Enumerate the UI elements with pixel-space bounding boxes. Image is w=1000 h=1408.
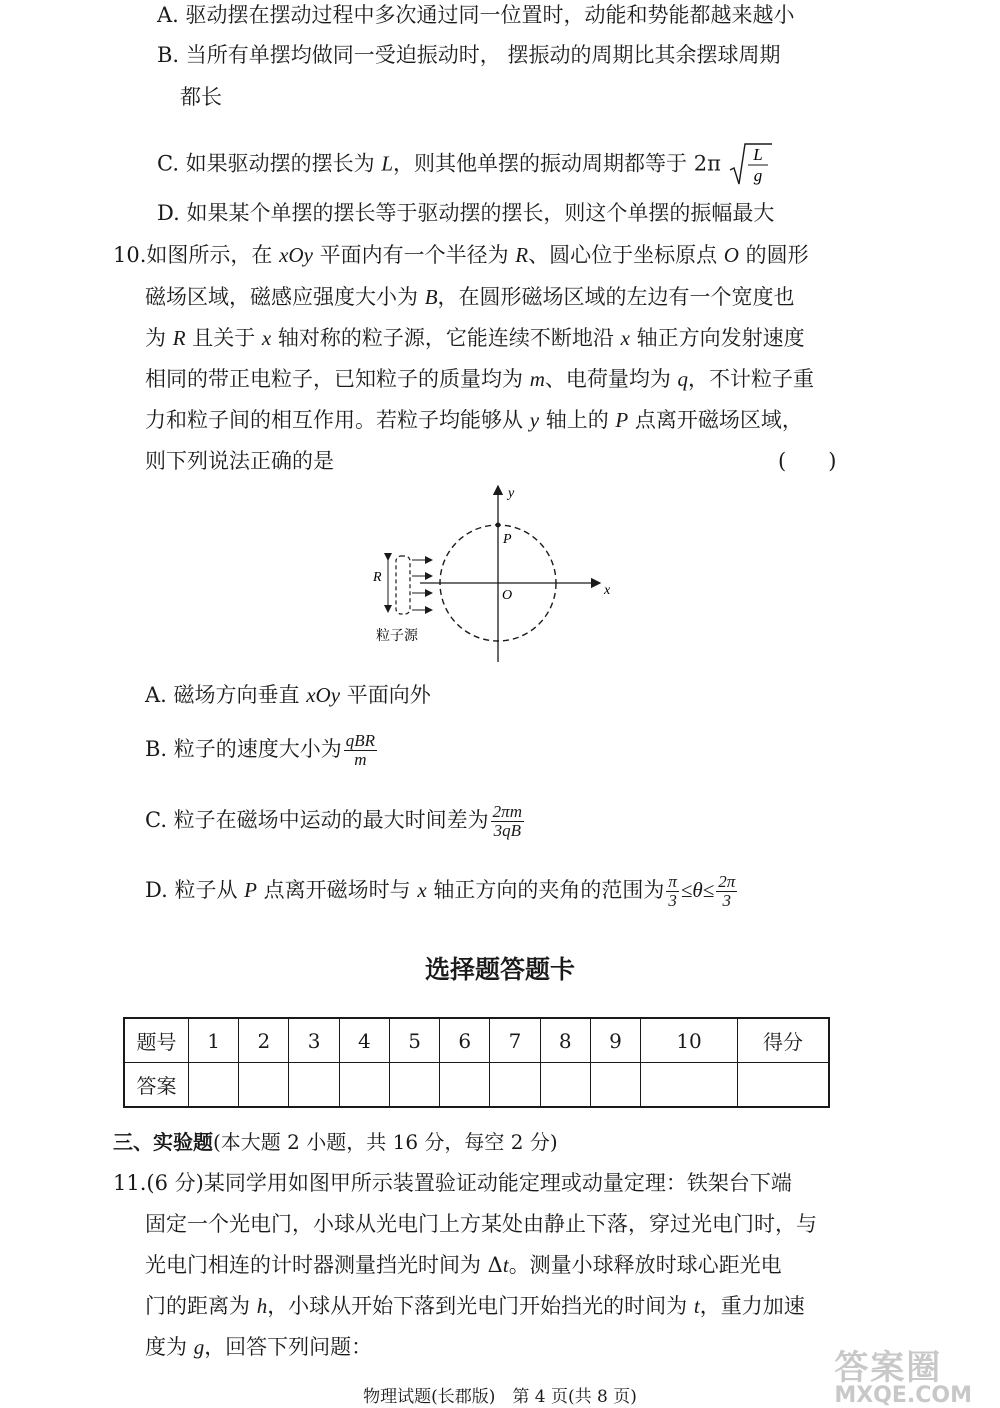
answer-cell[interactable] <box>239 1063 289 1108</box>
q10-line6: 则下列说法正确的是 <box>145 449 334 473</box>
answer-bracket: ( ) <box>778 449 837 473</box>
sqrt-formula <box>728 142 774 188</box>
watermark-logo: 答案圈 MXQE.COM <box>834 1348 972 1408</box>
fraction-angle-max: $\frac{2\pi}{3}$ <box>718 872 736 910</box>
answer-cell[interactable] <box>289 1063 339 1108</box>
q10-line5: 力和粒子间的相互作用。若粒子均能够从 y 轴上的 P 点离开磁场区域， <box>145 408 803 432</box>
q10-line4: 相同的带正电粒子，已知粒子的质量均为 m、电荷量均为 q，不计粒子重 <box>145 367 815 391</box>
q9-option-a: A. 驱动摆在摆动过程中多次通过同一位置时，动能和势能都越来越小 <box>157 3 795 27</box>
question-number-cell: 7 <box>490 1018 540 1063</box>
q11-line3: 光电门相连的计时器测量挡光时间为 Δt。测量小球释放时球心距光电 <box>145 1253 782 1277</box>
answer-cell[interactable] <box>339 1063 389 1108</box>
q9-option-b: B. 当所有单摆均做同一受迫振动时， 摆振动的周期比其余摆球周期 <box>157 43 781 67</box>
answer-card-title: 选择题答题卡 <box>424 955 575 984</box>
q10-line2: 磁场区域，磁感应强度大小为 B，在圆形磁场区域的左边有一个宽度也 <box>145 285 795 309</box>
fraction-time: $\frac{2\pi m}{3qB}$ <box>492 802 522 840</box>
score-label-cell: 得分 <box>738 1018 830 1063</box>
answer-card-answer-row <box>124 1063 829 1108</box>
answer-cell[interactable] <box>641 1063 738 1108</box>
q10-option-b: B. 粒子的速度大小为 $\frac{\text{qBR}}{m}$ <box>145 731 376 769</box>
q11-line2: 固定一个光电门，小球从光电门上方某处由静止下落，穿过光电门时，与 <box>145 1212 817 1236</box>
answer-cell[interactable] <box>189 1063 239 1108</box>
label-x: x <box>604 583 611 598</box>
label-source: 粒子源 <box>376 628 418 644</box>
question-number-cell: 9 <box>590 1018 640 1063</box>
question-number-cell: 5 <box>389 1018 439 1063</box>
question-number-cell: 10 <box>641 1018 738 1063</box>
question-number-cell: 4 <box>339 1018 389 1063</box>
q10-line1: 10.如图所示，在 xOy 平面内有一个半径为 R、圆心位于坐标原点 O 的圆形 <box>113 243 809 267</box>
label-o: O <box>502 588 513 603</box>
answer-cell[interactable] <box>490 1063 540 1108</box>
q9-option-c: C. 如果驱动摆的摆长为 L，则其他单摆的振动周期都等于 2π L g <box>157 142 774 188</box>
answer-cell[interactable] <box>590 1063 640 1108</box>
sqrt-numerator: L <box>752 145 763 164</box>
question-number-cell: 2 <box>239 1018 289 1063</box>
label-r: R <box>373 570 382 585</box>
q10-option-c: C. 粒子在磁场中运动的最大时间差为 $\frac{2\pi m}{3qB}$ <box>145 802 522 840</box>
score-cell[interactable] <box>738 1063 830 1108</box>
question-number-cell: 3 <box>289 1018 339 1063</box>
page-footer: 物理试题(长郡版) 第 4 页(共 8 页) <box>363 1387 637 1407</box>
section3-heading: 三、实验题(本大题 2 小题，共 16 分，每空 2 分) <box>113 1130 558 1154</box>
question-number-cell: 6 <box>440 1018 490 1063</box>
answer-cell[interactable] <box>440 1063 490 1108</box>
header-cell-number: 题号 <box>124 1018 189 1063</box>
fraction-angle-min: $\frac{\pi}{3}$ <box>668 872 677 910</box>
sqrt-denominator: g <box>753 166 762 185</box>
magnetic-field-figure <box>360 480 620 665</box>
header-cell-answer: 答案 <box>124 1063 189 1108</box>
point-p <box>496 523 501 528</box>
answer-card-table <box>123 1017 830 1108</box>
q11-line1: 11.(6 分)某同学用如图甲所示装置验证动能定理或动量定理：铁架台下端 <box>113 1171 792 1195</box>
question-number-cell: 1 <box>189 1018 239 1063</box>
fraction-speed: $\frac{\text{qBR}}{m}$ <box>345 731 376 769</box>
q11-line5: 度为 g，回答下列问题： <box>145 1335 373 1359</box>
q10-option-d: D. 粒子从 P 点离开磁场时与 x 轴正方向的夹角的范围为 $\frac{\pi}{3}$ ≤θ≤ $\frac{2\pi}{3}$ <box>145 872 736 910</box>
label-y: y <box>508 486 515 501</box>
q10-line3: 为 R 且关于 x 轴对称的粒子源，它能连续不断地沿 x 轴正方向发射速度 <box>145 326 805 350</box>
question-number-cell: 8 <box>540 1018 590 1063</box>
answer-cell[interactable] <box>540 1063 590 1108</box>
q10-option-a: A. 磁场方向垂直 xOy 平面向外 <box>145 683 431 707</box>
label-p: P <box>503 532 512 547</box>
answer-card-header-row <box>124 1018 829 1063</box>
q11-line4: 门的距离为 h，小球从开始下落到光电门开始挡光的时间为 t，重力加速 <box>145 1294 805 1318</box>
q9-option-d: D. 如果某个单摆的摆长等于驱动摆的摆长，则这个单摆的振幅最大 <box>157 201 775 225</box>
answer-cell[interactable] <box>389 1063 439 1108</box>
q9-option-b-cont: 都长 <box>180 85 222 109</box>
particle-source <box>396 556 410 614</box>
